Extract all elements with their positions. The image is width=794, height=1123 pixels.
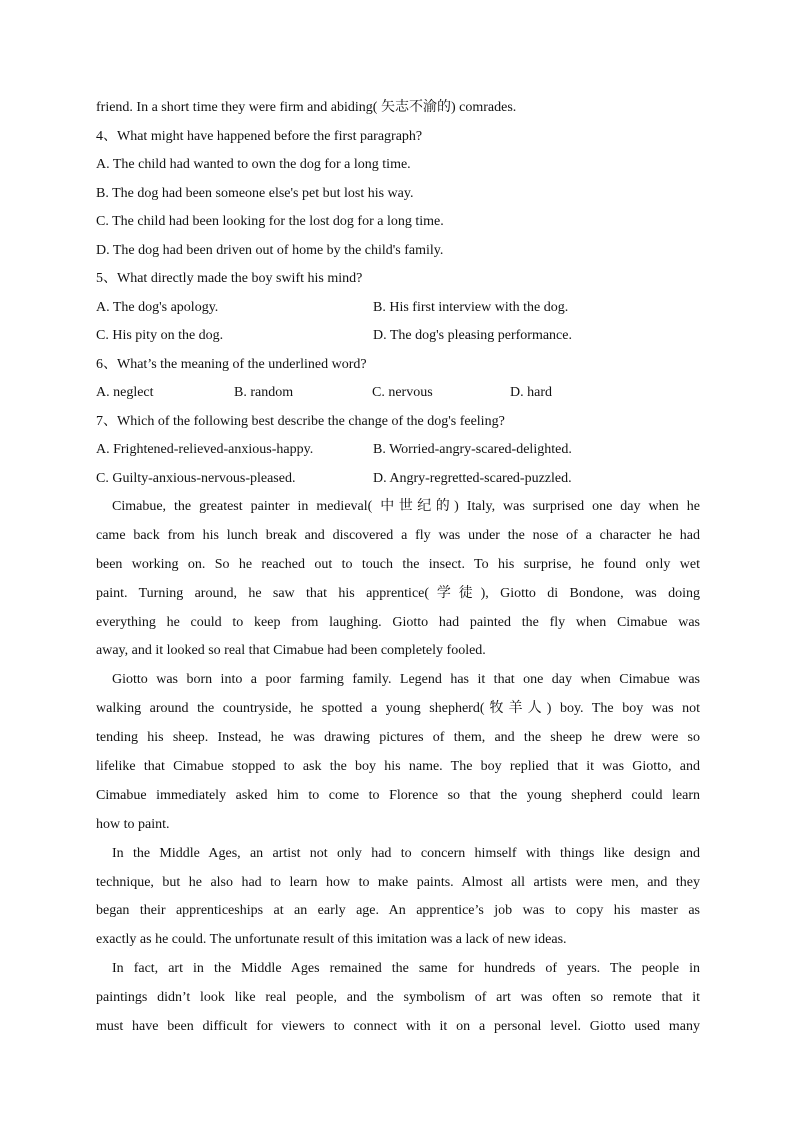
- option-d: D. The dog's pleasing performance.: [373, 328, 572, 343]
- options-row: [96, 379, 700, 408]
- options-row: [96, 465, 700, 494]
- passage-paragraph-1: [96, 493, 700, 666]
- option-b: B. Worried-angry-scared-delighted.: [373, 442, 572, 457]
- paragraph-line: tending his sheep. Instead, he was drawing pictures of them, and the sheep he drew were so: [96, 730, 700, 746]
- option-c: C. nervous: [372, 385, 433, 400]
- option-a: A. neglect: [96, 385, 154, 400]
- paragraph-line: exactly as he could. The unfortunate result of this imitation was a lack of new ideas.: [96, 932, 567, 948]
- paragraph-line: Cimabue, the greatest painter in medieval( 中世纪的) Italy, was surprised one day when he: [112, 499, 700, 514]
- options-row: [96, 436, 700, 465]
- option-a: A. Frightened-relieved-anxious-happy.: [96, 442, 314, 457]
- option-b: B. His first interview with the dog.: [373, 299, 569, 315]
- continued-text-line: friend. In a short time they were firm and abiding( 矢志不渝的) comrades.: [96, 100, 517, 115]
- option-c: C. Guilty-anxious-nervous-pleased.: [96, 470, 296, 486]
- passage-paragraph-2: [96, 666, 700, 839]
- option-d: D. Angry-regretted-scared-puzzled.: [373, 470, 572, 486]
- question-stem: 6、What’s the meaning of the underlined word?: [96, 356, 367, 372]
- paragraph-line: away, and it looked so real that Cimabue had been completely fooled.: [96, 643, 486, 659]
- option-b: B. random: [234, 385, 294, 400]
- paragraph-line: paintings didn’t look like real people, and the symbolism of art was often so remote that it: [96, 990, 700, 1006]
- option-a: A. The dog's apology.: [96, 299, 219, 315]
- option-c: C. The child had been looking for the lost dog for a long time.: [96, 214, 444, 229]
- paragraph-line: lifelike that Cimabue stopped to ask the boy his name. The boy replied that it was Giotto, and: [96, 759, 700, 775]
- question-5: [96, 265, 700, 351]
- document-content: [96, 94, 700, 1042]
- question-stem: 4、What might have happened before the first paragraph?: [96, 128, 423, 144]
- paragraph-line: Cimabue immediately asked him to come to Florence so that the young shepherd could learn: [96, 787, 700, 803]
- question-7: [96, 408, 700, 494]
- question-stem: 5、What directly made the boy swift his mind?: [96, 271, 363, 286]
- paragraph-line: In fact, art in the Middle Ages remained the same for hundreds of years. The people in: [112, 961, 700, 977]
- paragraph-line: been working on. So he reached out to touch the insect. To his surprise, he found only wet: [96, 556, 700, 572]
- option-d: D. The dog had been driven out of home by the child's family.: [96, 242, 444, 258]
- paragraph-line: Giotto was born into a poor farming family. Legend has it that one day when Cimabue was: [112, 672, 700, 688]
- question-4: [96, 123, 700, 266]
- paragraph-line: must have been difficult for viewers to connect with it on a personal level. Giotto used many: [96, 1019, 700, 1035]
- paragraph-line: paint. Turning around, he saw that his apprentice(学徒), Giotto di Bondone, was doing: [96, 585, 700, 601]
- passage-paragraph-3: [96, 840, 700, 956]
- passage-paragraph-4: [96, 955, 700, 1042]
- options-row: [96, 322, 700, 351]
- paragraph-line: everything he could to keep from laughing. Giotto had painted the fly when Cimabue was: [96, 614, 700, 630]
- option-a: A. The child had wanted to own the dog for a long time.: [96, 157, 411, 172]
- option-b: B. The dog had been someone else's pet but lost his way.: [96, 185, 414, 201]
- question-stem: 7、Which of the following best describe the change of the dog's feeling?: [96, 413, 505, 429]
- paragraph-line: began their apprenticeships at an early age. An apprentice’s job was to copy his master as: [96, 903, 700, 919]
- options-row: [96, 294, 700, 323]
- paragraph-line: came back from his lunch break and discovered a fly was under the nose of a character he had: [96, 527, 700, 543]
- paragraph-line: In the Middle Ages, an artist not only had to concern himself with things like design and: [112, 845, 700, 861]
- option-d: D. hard: [510, 385, 552, 400]
- paragraph-line: technique, but he also had to learn how to make paints. Almost all artists were men, and they: [96, 874, 700, 890]
- question-6: [96, 351, 700, 408]
- paragraph-line: walking around the countryside, he spotted a young shepherd(牧羊人) boy. The boy was not: [96, 701, 700, 717]
- option-c: C. His pity on the dog.: [96, 328, 224, 343]
- paragraph-line: how to paint.: [96, 816, 170, 832]
